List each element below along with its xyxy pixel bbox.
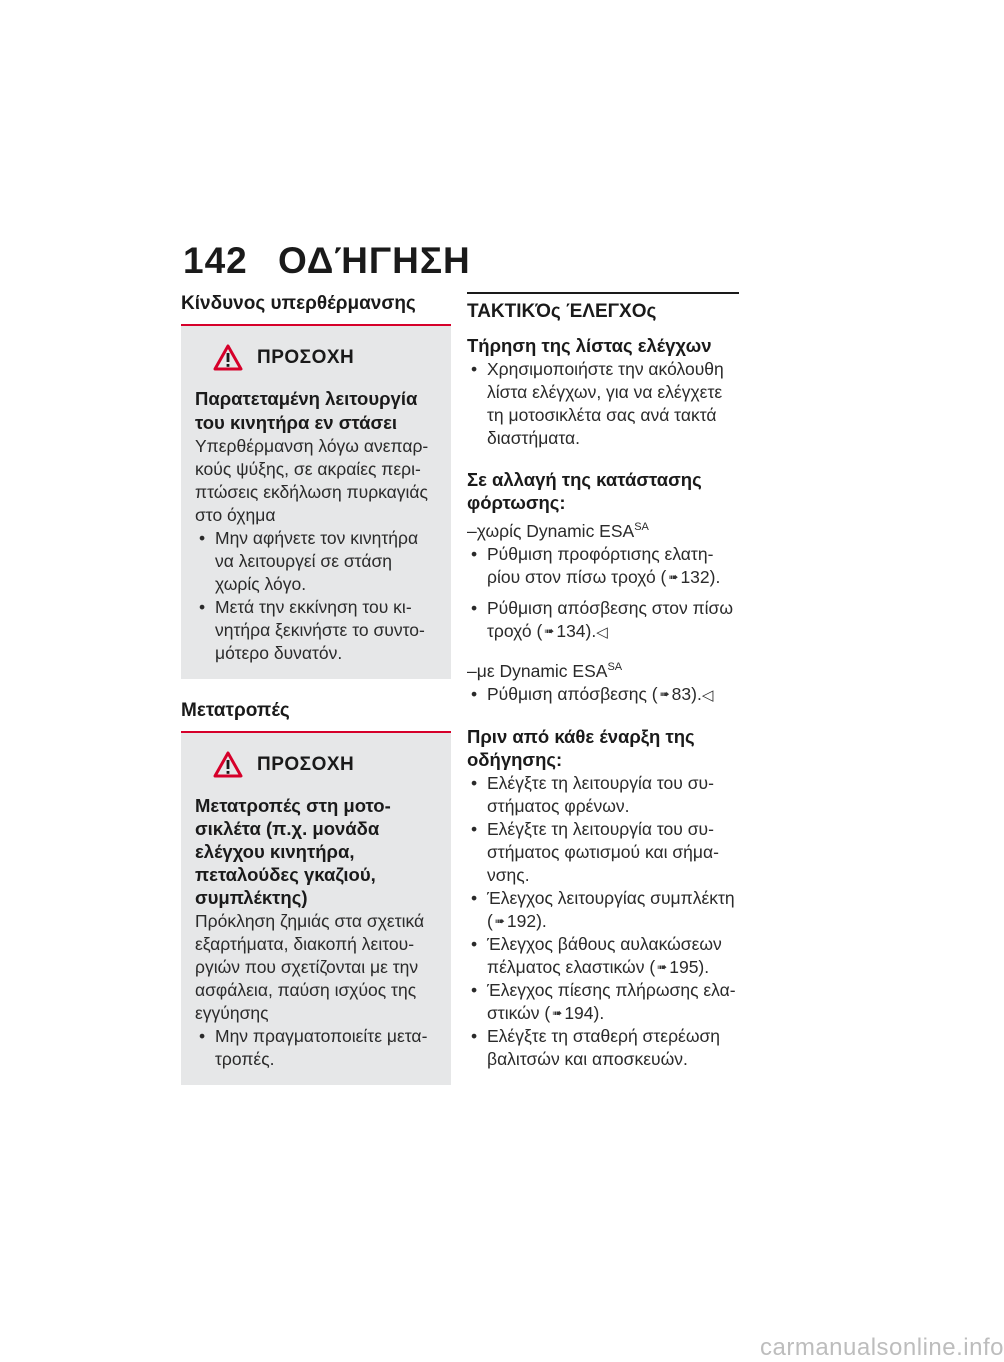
page-reference[interactable]: 194). [564,1002,605,1023]
warning-box-overheating [181,326,451,679]
load-change-bullets [467,683,739,707]
list-item: • Ελέγξτε τη λειτουργία του συστήματος φωτισμού και σήμανσης. [467,818,739,887]
section-heading-regular-checks: ΤΑΚΤΙΚΌς ΈΛΕΓΧΟς [467,301,657,322]
warning-bullet-list [195,1025,437,1071]
warning-bullet-list [195,527,437,665]
subheading-load-change: Σε αλλαγή της κατάστασης φόρτωσης: [467,469,702,513]
list-item: • Ρύθμιση προφόρτισης ελατηρίου στον πίσω τροχό ( ➠ 132). [467,543,739,589]
list-item: • Ρύθμιση απόσβεσης στον πίσω τροχό ( ➠ 134).◁ [467,597,739,644]
list-item: • Χρησιμοποιήστε την ακόλουθη λίστα ελέγχων, για να ελέγχετε τη μοτοσικλέτα σας ανά τακτά διαστήματα. [467,358,739,450]
list-item: • Ελέγξτε τη σταθερή στερέωση βαλιτσών και αποσκευών. [467,1025,739,1071]
variant-with-dynamic-esa [467,656,739,683]
checklist-bullets [467,358,739,450]
list-item: • Ελέγξτε τη λειτουργία του συστήματος φρένων. [467,772,739,818]
section-divider [467,292,739,294]
page-reference[interactable]: 195). [669,956,710,977]
list-item: • Μην πραγματοποιείτε μετατροπές. [195,1025,437,1071]
variant-without-dynamic-esa [467,516,739,543]
reference-arrow-icon: ➠ [668,569,679,584]
reference-arrow-icon: ➠ [544,623,555,638]
section-heading-modifications: Μετατροπές [181,700,290,721]
reference-arrow-icon: ➠ [552,1005,563,1020]
warning-label: ΠΡΟΣΟΧΗ [257,346,355,368]
page-reference[interactable]: 132). [680,566,721,587]
list-item: • Μετά την εκκίνηση του κινητήρα ξεκινήστε το συντομότερο δυνατόν. [195,596,437,665]
list-item: • Ρύθμιση απόσβεσης ( ➠ 83).◁ [467,683,739,707]
section-heading-overheating: Κίνδυνος υπερθέρμανσης [181,293,416,314]
subheading-before-ride: Πριν από κάθε έναρξη της οδήγησης: [467,725,695,770]
page-reference[interactable]: 83). [671,683,702,704]
list-item: • Έλεγχος λειτουργίας συμπλέκτη ( ➠ 192). [467,887,739,933]
warning-box-modifications [181,733,451,1085]
page-reference[interactable]: 192). [506,910,547,931]
list-item: • Μην αφήνετε τον κινητήρα να λειτουργεί σε στάση χωρίς λόγο. [195,527,437,596]
warning-title: Μετατροπές στη μοτοσικλέτα (π.χ. μονάδα ελέγχου κινητήρα, πεταλούδες γκαζιού, συμπλέκτης) [195,795,391,908]
page-reference[interactable]: 134). [556,620,597,641]
warning-header [213,751,437,778]
variant-sup: SA [607,660,623,673]
variant-sup: SA [634,521,649,533]
variant-text: –με Dynamic ESA [467,660,608,681]
warning-title-line: Παρατεταμένη λειτουργία [195,388,418,409]
reference-arrow-icon: ➠ [494,913,505,928]
warning-triangle-icon [213,751,243,778]
list-item: • Έλεγχος βάθους αυλακώσεων πέλματος ελαστικών ( ➠ 195). [467,933,739,979]
chapter-title: ΟΔΉΓΗΣΗ [278,240,471,281]
reference-arrow-icon: ➠ [659,686,670,701]
left-column [181,292,451,1085]
warning-description: Πρόκληση ζημιάς στα σχετικά εξαρτήματα, διακοπή λειτουργιών που σχετίζονται με την ασφάλεια, παύση ισχύος της εγγύησης [195,911,425,1023]
list-item: • Έλεγχος πίεσης πλήρωσης ελαστικών ( ➠ 194). [467,979,739,1025]
before-ride-bullets [467,772,739,1071]
page-header [183,240,471,282]
watermark: carmanualsonline.info [760,1334,1004,1361]
warning-triangle-icon [213,344,243,371]
right-column [467,292,739,1071]
end-of-section-icon: ◁ [596,623,608,641]
warning-header [213,344,437,371]
warning-title-line: του κινητήρα εν στάσει [195,412,398,433]
end-of-section-icon: ◁ [701,686,714,704]
variant-text: –χωρίς Dynamic ESA [467,520,635,541]
subheading-checklist: Τήρηση της λίστας ελέγχων [467,335,712,356]
load-change-bullets [467,543,739,644]
warning-label: ΠΡΟΣΟΧΗ [257,753,355,775]
reference-arrow-icon: ➠ [657,959,668,974]
warning-description: Υπερθέρμανση λόγω ανεπαρκούς ψύξης, σε ακραίες περιπτώσεις εκδήλωση πυρκαγιάς στο όχημα [195,436,429,525]
page-number: 142 [183,240,248,281]
